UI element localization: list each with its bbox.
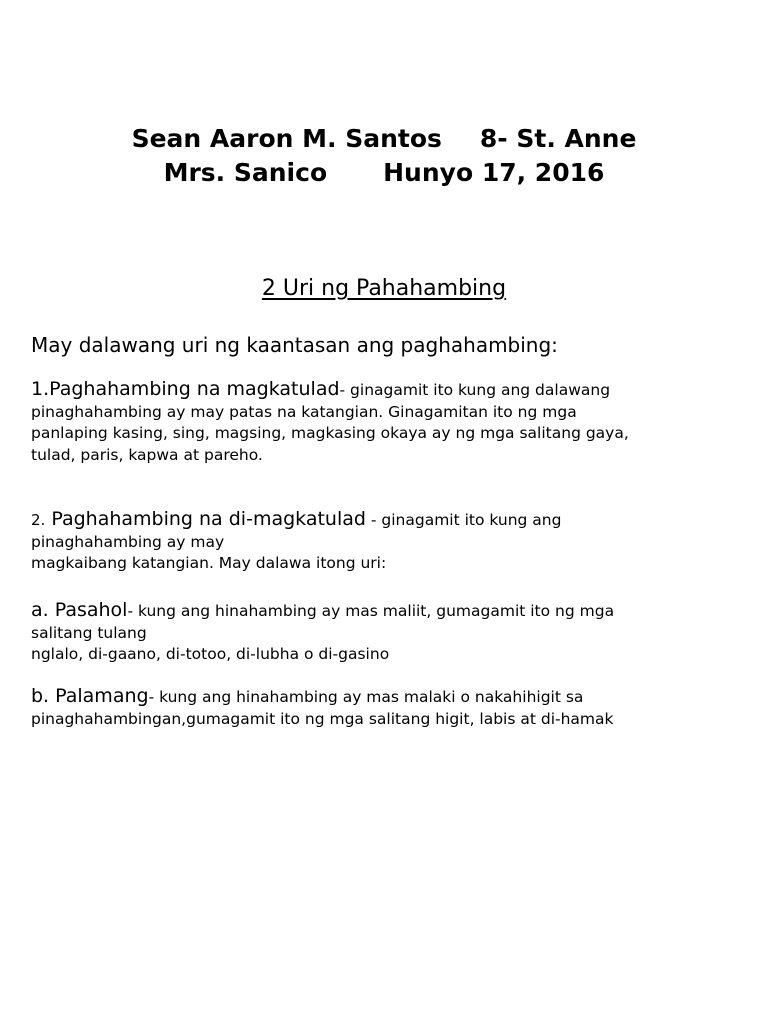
document-date: Hunyo 17, 2016 <box>383 158 605 187</box>
item-2-di-magkatulad <box>31 509 731 575</box>
item-b-text-2: pinaghahambingan,gumagamit ito ng mga salitang higit, labis at di-hamak <box>31 709 614 728</box>
item-b-text-1: - kung ang hinahambing ay mas malaki o nakahihigit sa <box>148 688 584 706</box>
item-a-text-2: salitang tulang <box>31 623 147 642</box>
item-1-magkatulad <box>31 379 731 466</box>
item-2-heading: Paghahambing na di-magkatulad <box>45 508 366 530</box>
header-line-2 <box>0 158 768 187</box>
item-1-text-2: pinaghahambing ay may patas na katangian. Ginagamitan ito ng mga <box>31 402 577 421</box>
item-1-text-4: tulad, paris, kapwa at pareho. <box>31 445 263 464</box>
intro-paragraph: May dalawang uri ng kaantasan ang paghahambing: <box>31 333 558 357</box>
item-2-text-3: magkaibang katangian. May dalawa itong uri: <box>31 554 387 572</box>
item-1-text-3: panlaping kasing, sing, magsing, magkasing okaya ay ng mga salitang gaya, <box>31 424 629 442</box>
item-2-text-1: - ginagamit ito kung ang <box>365 511 562 529</box>
item-b-palamang <box>31 686 731 730</box>
header-line-1 <box>0 124 768 153</box>
item-a-text-1: - kung ang hinahambing ay mas maliit, gumagamit ito ng mga <box>127 602 615 620</box>
item-1-heading: 1.Paghahambing na magkatulad <box>31 378 340 400</box>
item-1-text-1: - ginagamit ito kung ang dalawang <box>339 381 611 399</box>
item-a-heading: a. Pasahol <box>31 599 128 621</box>
student-section: 8- St. Anne <box>479 124 637 153</box>
item-2-text-2: pinaghahambing ay may <box>31 532 225 551</box>
item-a-text-3: nglalo, di-gaano, di-totoo, di-lubha o di-gasino <box>31 645 390 663</box>
item-b-heading: b. Palamang <box>31 685 149 707</box>
student-name: Sean Aaron M. Santos <box>131 124 442 153</box>
item-2-number: 2. <box>31 511 46 529</box>
item-a-pasahol <box>31 600 731 666</box>
document-title: 2 Uri ng Pahahambing <box>261 276 507 301</box>
teacher-name: Mrs. Sanico <box>163 158 328 187</box>
